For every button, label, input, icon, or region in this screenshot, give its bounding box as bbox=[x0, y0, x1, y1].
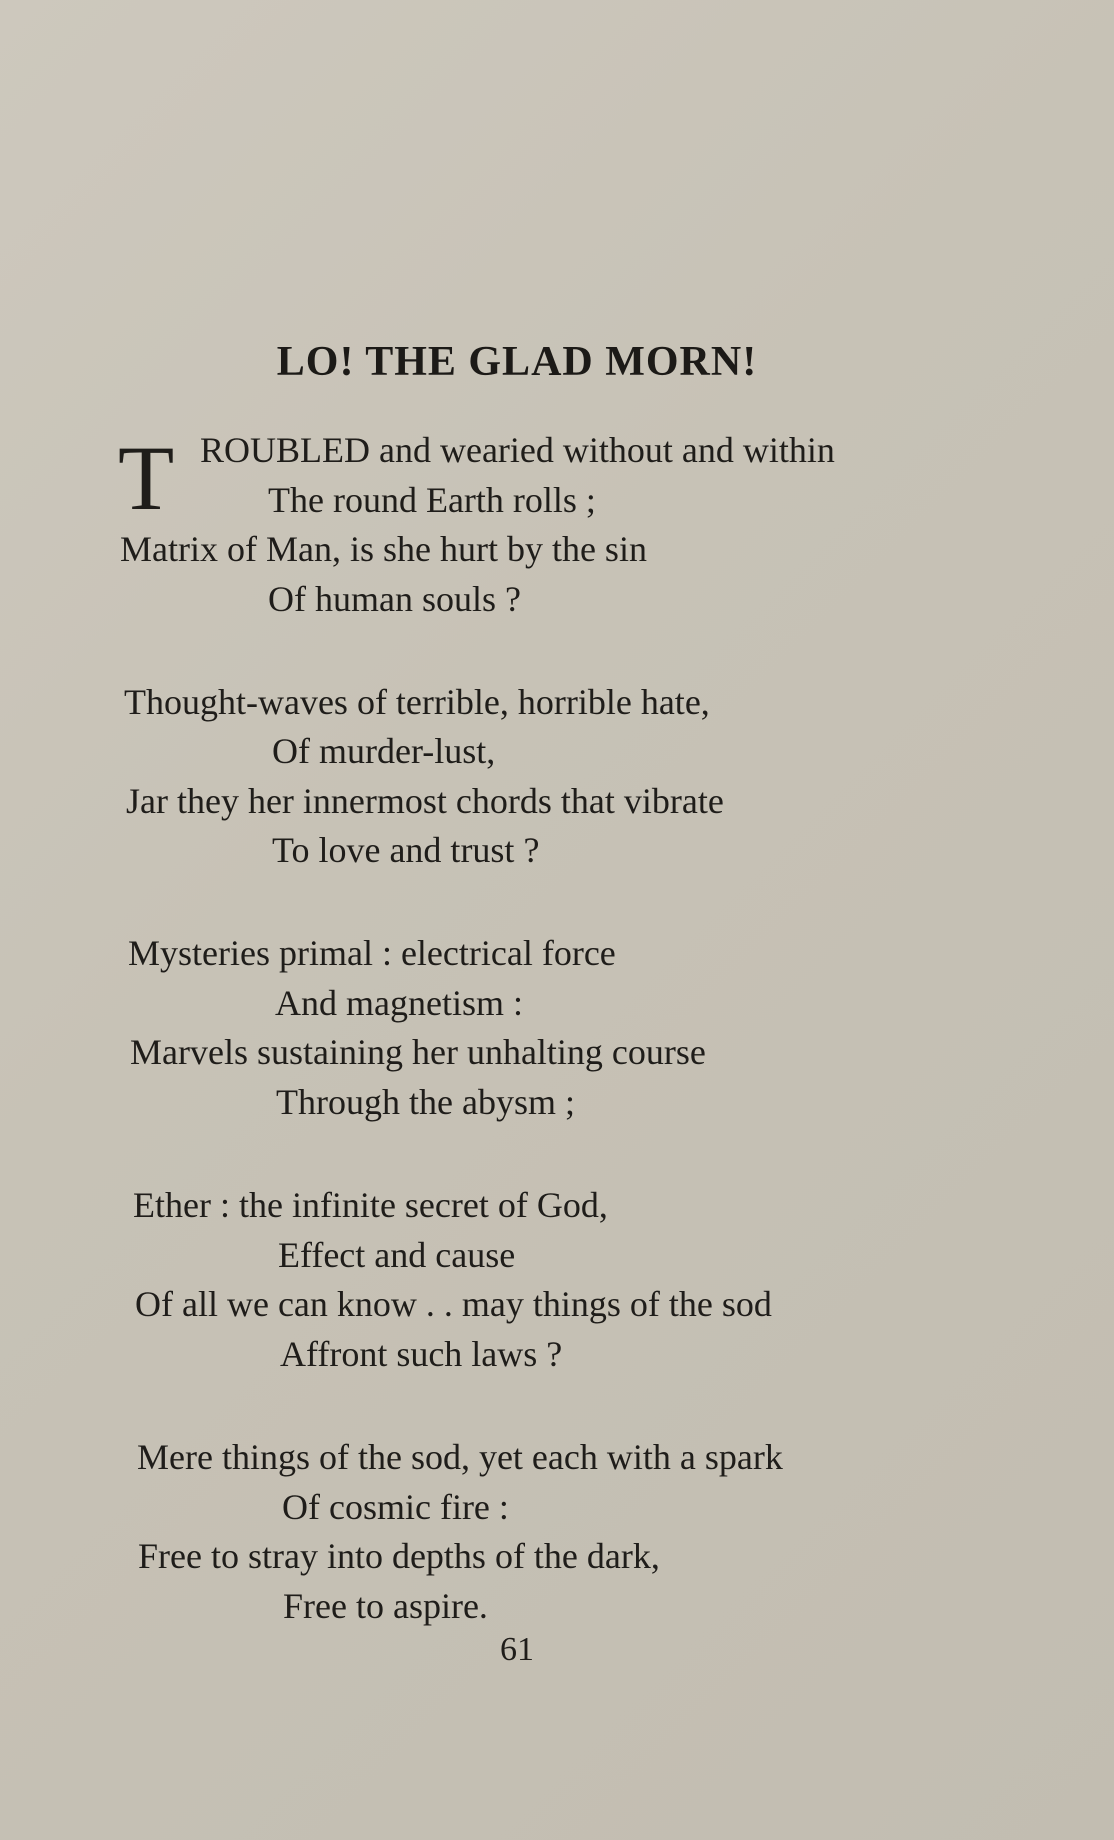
poem-line: Free to stray into depths of the dark, bbox=[138, 1536, 660, 1576]
poem-line: Mere things of the sod, yet each with a spark bbox=[137, 1437, 783, 1477]
poem-line: Through the abysm ; bbox=[276, 1082, 575, 1122]
poem-line: Effect and cause bbox=[278, 1235, 516, 1275]
poem-line: Affront such laws ? bbox=[280, 1334, 563, 1374]
poem-title: LO! THE GLAD MORN! bbox=[276, 339, 758, 385]
drop-cap: T bbox=[118, 427, 175, 529]
poem-line: Of human souls ? bbox=[268, 579, 521, 619]
poem-line: The round Earth rolls ; bbox=[268, 480, 596, 520]
poem-line: And magnetism : bbox=[275, 983, 523, 1023]
poem-line: Free to aspire. bbox=[283, 1586, 488, 1626]
poem-line: ROUBLED and wearied without and within bbox=[200, 430, 835, 470]
poem-line: Marvels sustaining her unhalting course bbox=[130, 1032, 706, 1072]
page-number: 61 bbox=[500, 1631, 534, 1668]
poem-line: Of all we can know . . may things of the sod bbox=[135, 1284, 772, 1324]
poem-line: Jar they her innermost chords that vibrate bbox=[126, 781, 724, 821]
poem-line: Mysteries primal : electrical force bbox=[128, 933, 616, 973]
poem-line: To love and trust ? bbox=[272, 830, 540, 870]
poem-line: Thought-waves of terrible, horrible hate, bbox=[124, 682, 710, 722]
poem-line: Of murder-lust, bbox=[272, 731, 496, 771]
poem-line: Matrix of Man, is she hurt by the sin bbox=[120, 529, 647, 569]
poem-line: Ether : the infinite secret of God, bbox=[133, 1185, 608, 1225]
poem-line: Of cosmic fire : bbox=[282, 1487, 509, 1527]
